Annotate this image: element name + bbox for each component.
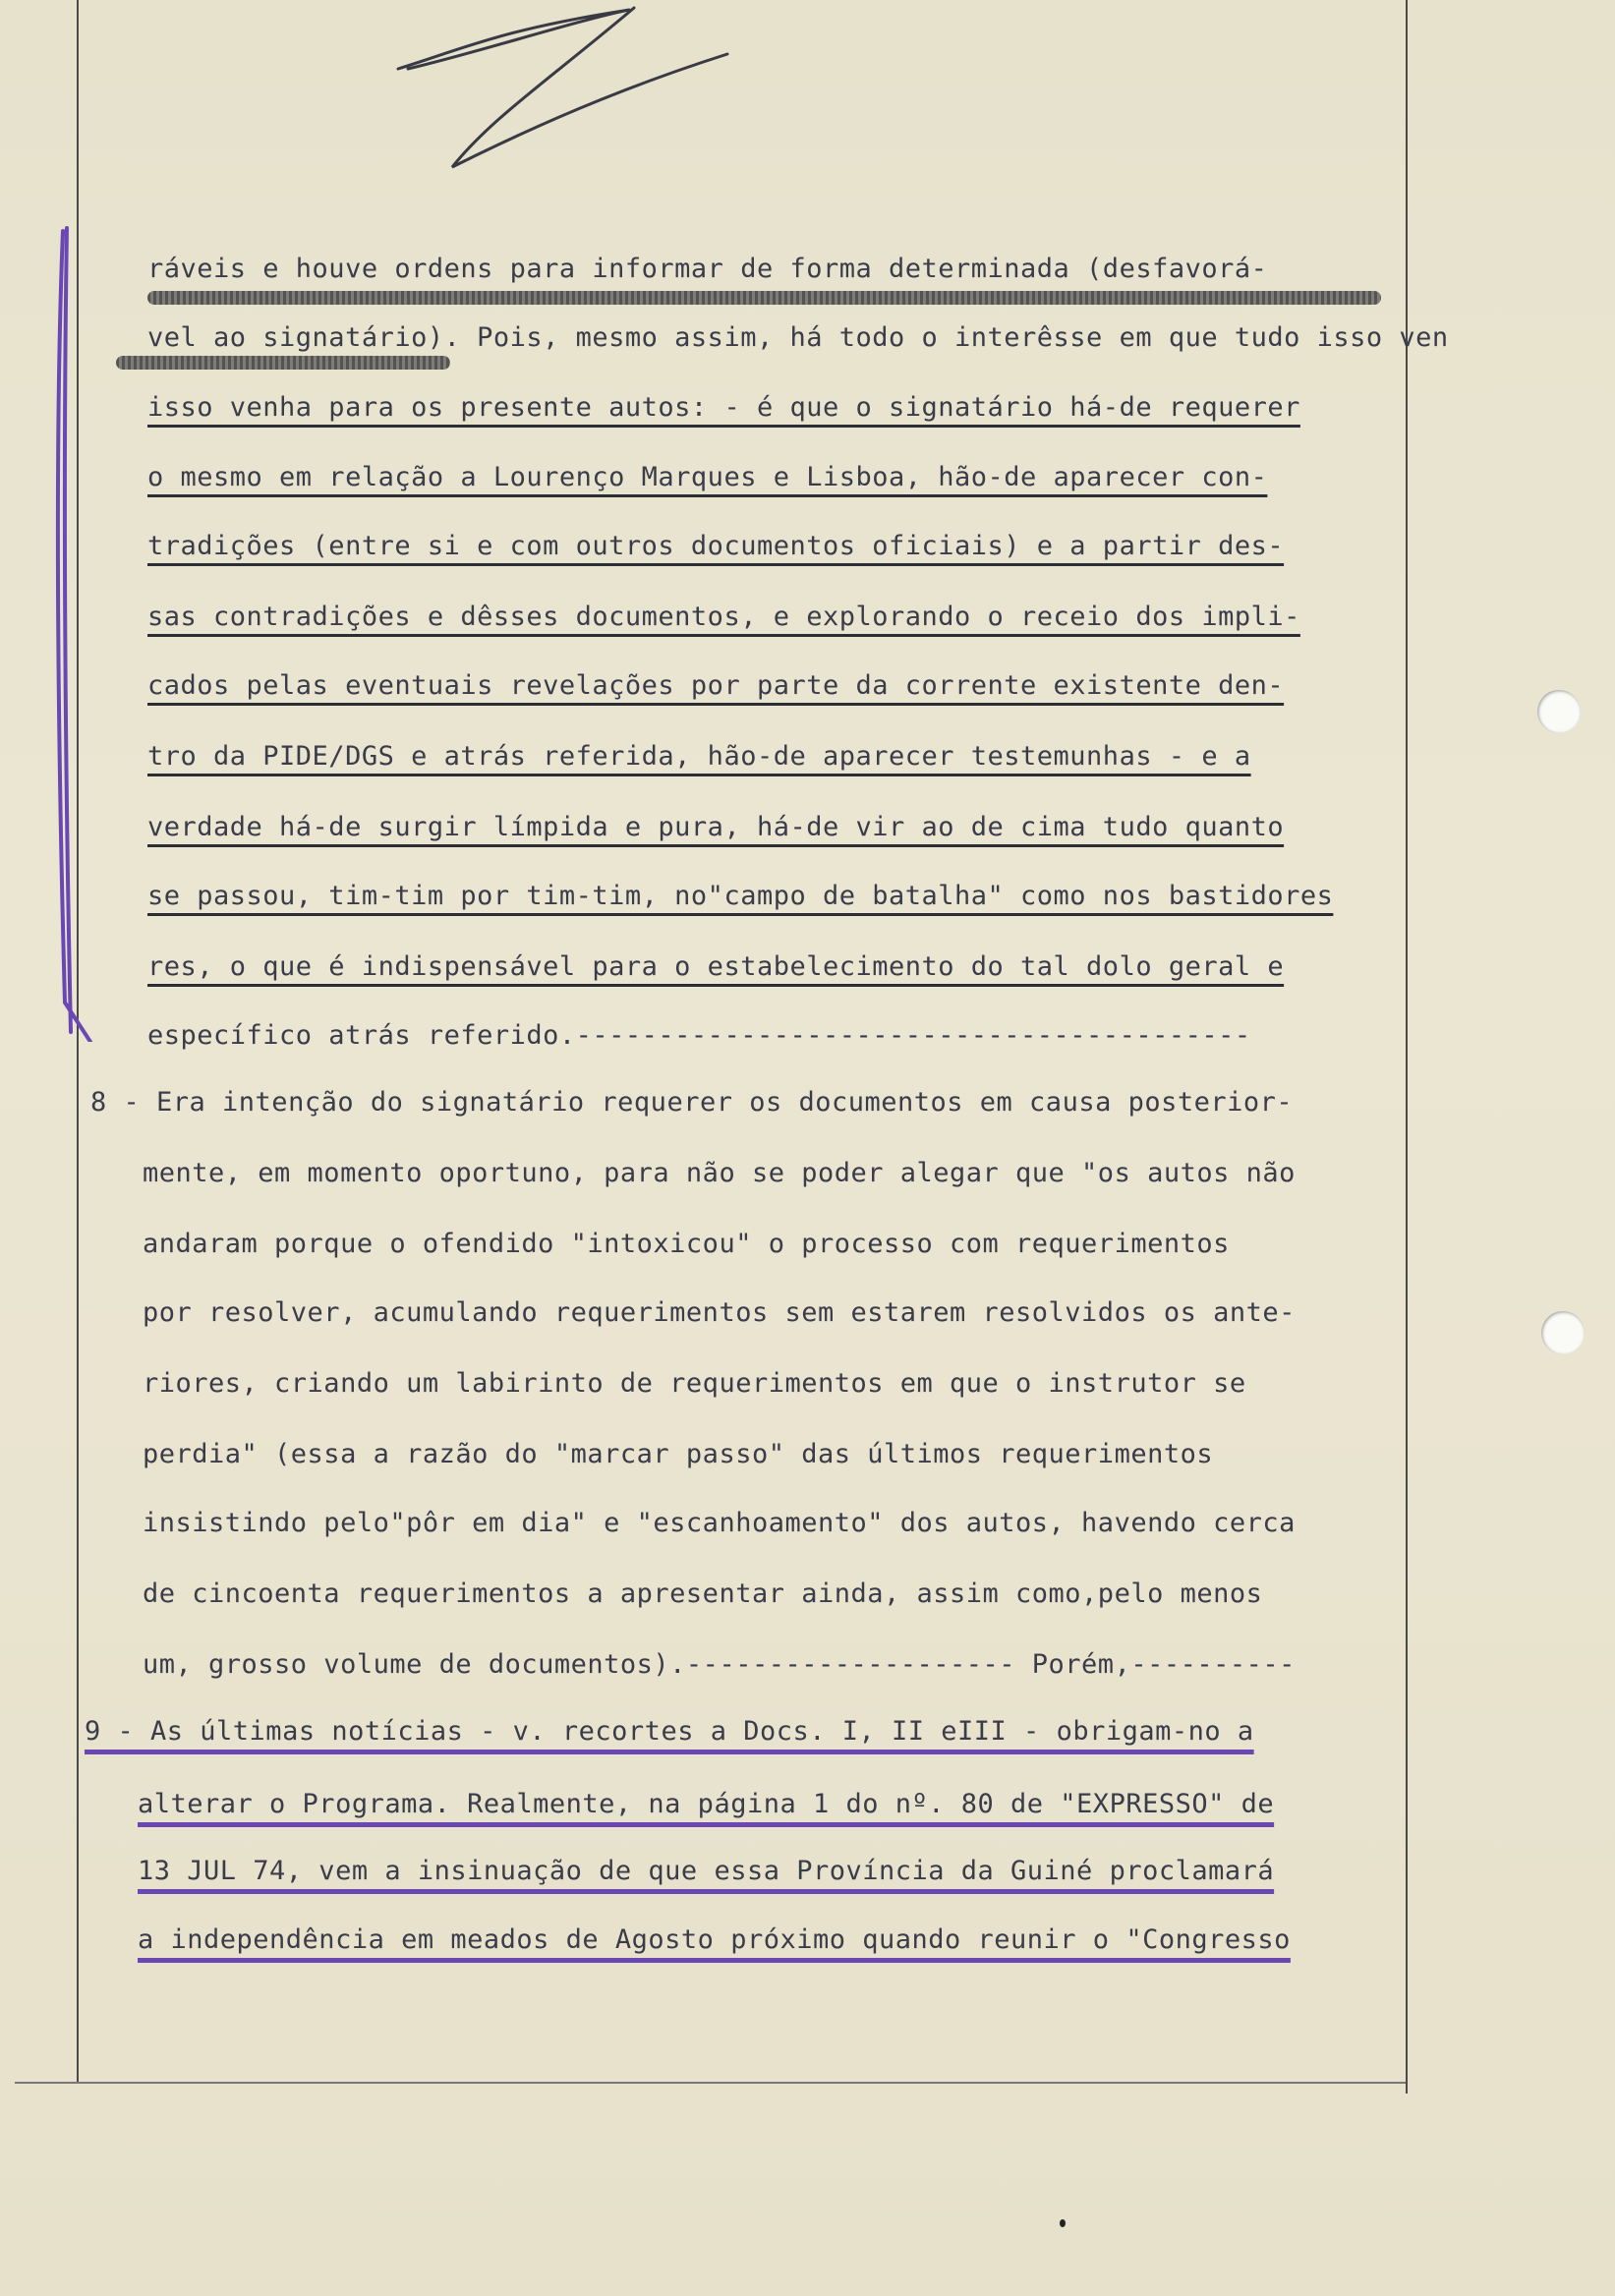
punch-hole-icon [1541,1311,1585,1354]
text-line-13: 8 - Era intenção do signatário requerer os documentos em causa posterior- [90,1087,1294,1118]
bottom-margin-line [15,2082,1406,2084]
text-line-18: perdia" (essa a razão do "marcar passo" das últimos requerimentos [143,1439,1214,1469]
text-line-3: isso venha para os presente autos: - é que o signatário há-de requerer [147,392,1300,423]
text-line-23: alterar o Programa. Realmente, na página 1 do nº. 80 de "EXPRESSO" de [138,1789,1275,1819]
text-line-20: de cincoenta requerimentos a apresentar ainda, assim como,pelo menos [143,1578,1263,1609]
text-line-11: res, o que é indispensável para o estabelecimento do tal dolo geral e [147,951,1285,982]
text-line-8: tro da PIDE/DGS e atrás referida, hão-de aparecer testemunhas - e a [147,741,1251,772]
text-line-9: verdade há-de surgir límpida e pura, há-de vir ao de cima tudo quanto [147,812,1285,842]
text-line-6: sas contradições e dêsses documentos, e explorando o receio dos impli- [147,602,1300,632]
signature-scribble [383,0,757,182]
text-line-16: por resolver, acumulando requerimentos sem estarem resolvidos os ante- [143,1297,1296,1328]
text-line-10: se passou, tim-tim por tim-tim, no"campo de batalha" como nos bastidores [147,881,1334,911]
redaction-strike [116,356,450,370]
text-line-24: 13 JUL 74, vem a insinuação de que essa Província da Guiné proclamará [138,1856,1275,1886]
redaction-strike [147,291,1381,305]
text-line-5: tradições (entre si e com outros documentos oficiais) e a partir des- [147,531,1285,561]
text-line-1: ráveis e houve ordens para informar de forma determinada (desfavorá- [147,254,1268,284]
text-line-15: andaram porque o ofendido "intoxicou" o processo com requerimentos [143,1229,1230,1259]
text-line-21: um, grosso volume de documentos).-------------------- Porém,---------- [143,1649,1296,1680]
purple-margin-bracket [51,226,110,1042]
text-line-14: mente, em momento oportuno, para não se poder alegar que "os autos não [143,1158,1296,1188]
ink-dot [1060,2219,1066,2227]
text-line-17: riores, criando um labirinto de requerimentos em que o instrutor se [143,1368,1246,1399]
text-line-12: específico atrás referido.----------------------------------------- [147,1020,1251,1051]
punch-hole-icon [1537,690,1581,733]
text-line-19: insistindo pelo"pôr em dia" e "escanhoamento" dos autos, havendo cerca [143,1508,1296,1538]
text-line-25: a independência em meados de Agosto próximo quando reunir o "Congresso [138,1924,1291,1955]
text-line-22: 9 - As últimas notícias - v. recortes a Docs. I, II eIII - obrigam-no a [85,1716,1254,1747]
text-line-2: vel ao signatário). Pois, mesmo assim, há todo o interêsse em que tudo isso ven [147,322,1449,353]
right-margin-line [1406,0,1408,2094]
text-line-4: o mesmo em relação a Lourenço Marques e Lisboa, hão-de aparecer con- [147,462,1268,492]
text-line-7: cados pelas eventuais revelações por parte da corrente existente den- [147,670,1285,701]
